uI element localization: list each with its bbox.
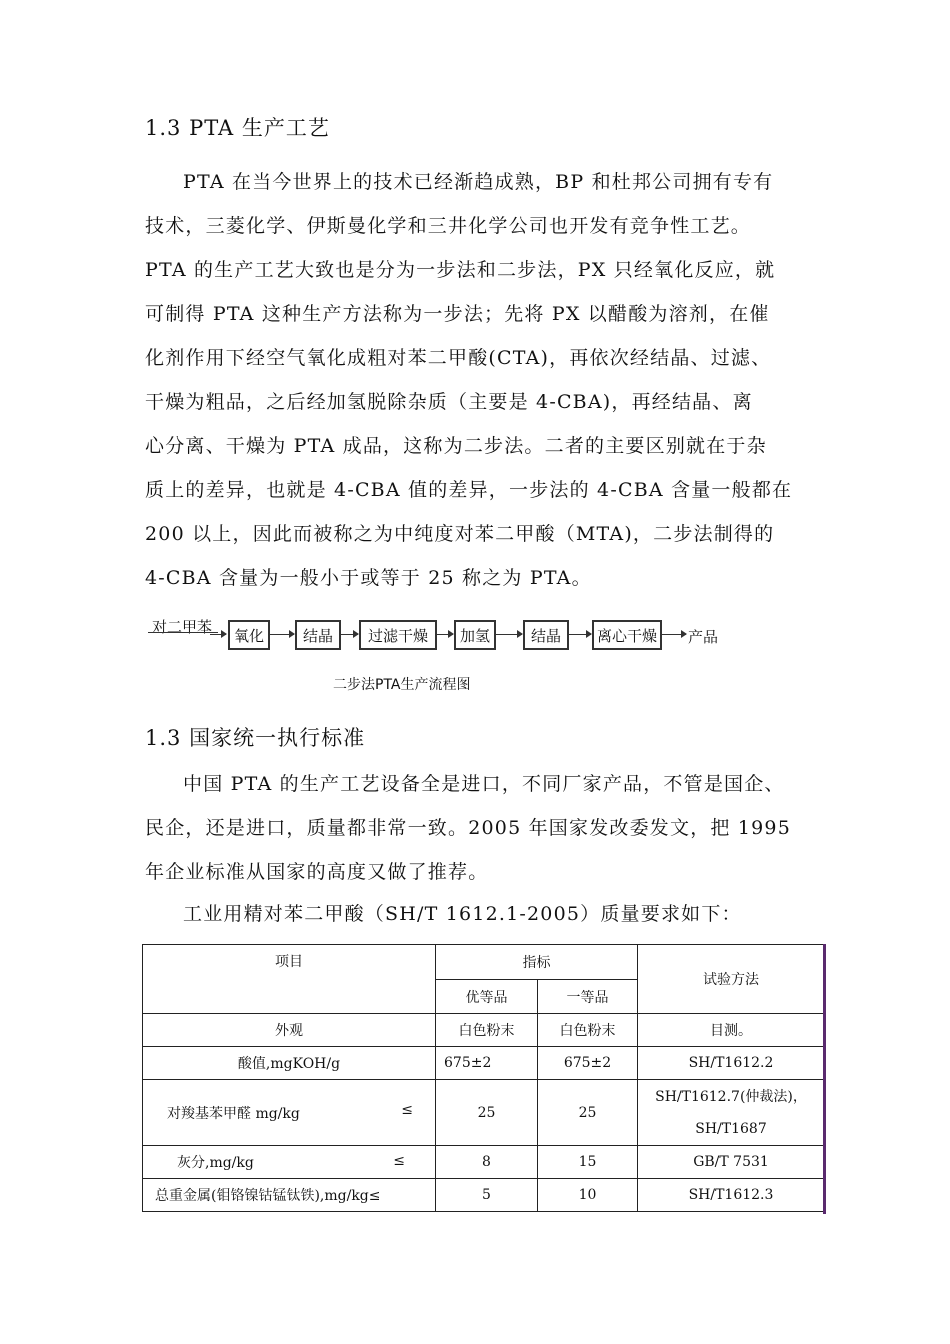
cell-method: GB/T 7531 <box>638 1146 825 1179</box>
flow-arrow <box>437 634 453 635</box>
cell-grade1: 白色粉末 <box>436 1014 538 1047</box>
paragraph-line: PTA 的生产工艺大致也是分为一步法和二步法，PX 只经氧化反应，就 <box>145 259 776 281</box>
paragraph-line: PTA 在当今世界上的技术已经渐趋成熟，BP 和杜邦公司拥有专有 <box>183 171 774 193</box>
flow-step-filter-dry: 过滤干燥 <box>359 620 437 650</box>
cell-grade2: 10 <box>538 1179 638 1212</box>
cell-method: SH/T1612.2 <box>638 1047 825 1080</box>
cell-method: 目测。 <box>638 1014 825 1047</box>
table-intro-text: 工业用精对苯二甲酸（SH/T 1612.1-2005）质量要求如下： <box>183 903 742 925</box>
table-row <box>143 1146 825 1179</box>
flowchart-caption: 二步法PTA生产流程图 <box>333 677 471 693</box>
cell-item: 外观 <box>143 1014 436 1047</box>
cell-method: SH/T1612.3 <box>638 1179 825 1212</box>
header-method: 试验方法 <box>638 945 825 1014</box>
paragraph-line: 年企业标准从国家的高度又做了推荐。 <box>145 861 489 883</box>
flow-arrow <box>210 634 226 635</box>
flow-arrow <box>341 634 358 635</box>
table-row <box>143 1047 825 1080</box>
paragraph-line: 中国 PTA 的生产工艺设备全是进口，不同厂家产品，不管是国企、 <box>183 773 785 795</box>
cell-grade2: 15 <box>538 1146 638 1179</box>
flow-step-centrifuge-dry: 离心干燥 <box>592 620 662 650</box>
cell-method-line: SH/T1687 <box>695 1120 767 1137</box>
quality-standard-table <box>142 944 825 1212</box>
section-heading-standard: 1.3 国家统一执行标准 <box>145 726 366 750</box>
table-row <box>143 1014 825 1047</box>
paragraph-line: 4-CBA 含量为一般小于或等于 25 称之为 PTA。 <box>145 567 592 589</box>
cell-grade1: 8 <box>436 1146 538 1179</box>
cell-item <box>143 1080 436 1146</box>
paragraph-line: 技术，三菱化学、伊斯曼化学和三井化学公司也开发有竞争性工艺。 <box>145 215 752 237</box>
cell-grade1: 675±2 <box>436 1047 538 1080</box>
flow-start-label: 对二甲苯 <box>152 618 213 636</box>
table-right-border <box>823 944 826 1214</box>
flow-step-oxidation: 氧化 <box>228 620 270 650</box>
cell-grade2: 白色粉末 <box>538 1014 638 1047</box>
paragraph-line: 200 以上，因此而被称之为中纯度对苯二甲酸（MTA)，二步法制得的 <box>145 523 775 545</box>
cell-method-line: SH/T1612.7(仲裁法)， <box>655 1088 807 1105</box>
section-heading-process: 1.3 PTA 生产工艺 <box>145 116 330 140</box>
flow-arrow <box>662 634 686 635</box>
paragraph-line: 民企，还是进口，质量都非常一致。2005 年国家发改委发文，把 1995 <box>145 817 791 839</box>
cell-symbol: ≤ <box>368 1188 381 1204</box>
cell-symbol: ≤ <box>393 1153 405 1169</box>
cell-grade1: 5 <box>436 1179 538 1212</box>
header-index: 指标 <box>436 945 638 980</box>
cell-item <box>143 1179 436 1212</box>
paragraph-line: 质上的差异，也就是 4-CBA 值的差异，一步法的 4-CBA 含量一般都在 <box>145 479 793 501</box>
cell-item-text: 对羧基苯甲醛 mg/kg <box>167 1105 300 1122</box>
cell-method <box>638 1080 825 1146</box>
cell-grade1: 25 <box>436 1080 538 1146</box>
table-row <box>143 1080 825 1146</box>
flow-arrow <box>270 634 294 635</box>
process-paragraph <box>145 160 813 600</box>
flow-arrow <box>569 634 591 635</box>
paragraph-line: 干燥为粗品，之后经加氢脱除杂质（主要是 4-CBA)，再经结晶、离 <box>145 391 753 413</box>
header-grade-superior: 优等品 <box>436 980 538 1014</box>
cell-item-text: 总重金属(钼铬镍钴锰钛铁),mg/kg <box>155 1188 369 1204</box>
standard-paragraph <box>145 762 813 894</box>
header-grade-first: 一等品 <box>538 980 638 1014</box>
flow-step-hydrogenation: 加氢 <box>454 620 496 650</box>
header-item: 项目 <box>143 945 436 1014</box>
paragraph-line: 心分离、干燥为 PTA 成品，这称为二步法。二者的主要区别就在于杂 <box>145 435 767 457</box>
table-row <box>143 1179 825 1212</box>
paragraph-line: 可制得 PTA 这种生产方法称为一步法；先将 PX 以醋酸为溶剂，在催 <box>145 303 770 325</box>
cell-item-text: 灰分,mg/kg <box>177 1155 254 1171</box>
cell-item <box>143 1146 436 1179</box>
cell-grade2: 675±2 <box>538 1047 638 1080</box>
process-flowchart <box>148 612 748 662</box>
cell-symbol: ≤ <box>401 1102 413 1118</box>
flow-end-label: 产品 <box>688 628 719 646</box>
paragraph-line: 化剂作用下经空气氧化成粗对苯二甲酸(CTA)，再依次经结晶、过滤、 <box>145 347 772 369</box>
flow-start-line <box>148 632 218 633</box>
flow-arrow <box>496 634 522 635</box>
cell-grade2: 25 <box>538 1080 638 1146</box>
flow-step-crystallize: 结晶 <box>295 620 341 650</box>
table-intro <box>145 892 813 936</box>
cell-item: 酸值,mgKOH/g <box>143 1047 436 1080</box>
flow-step-crystallize-2: 结晶 <box>523 620 569 650</box>
